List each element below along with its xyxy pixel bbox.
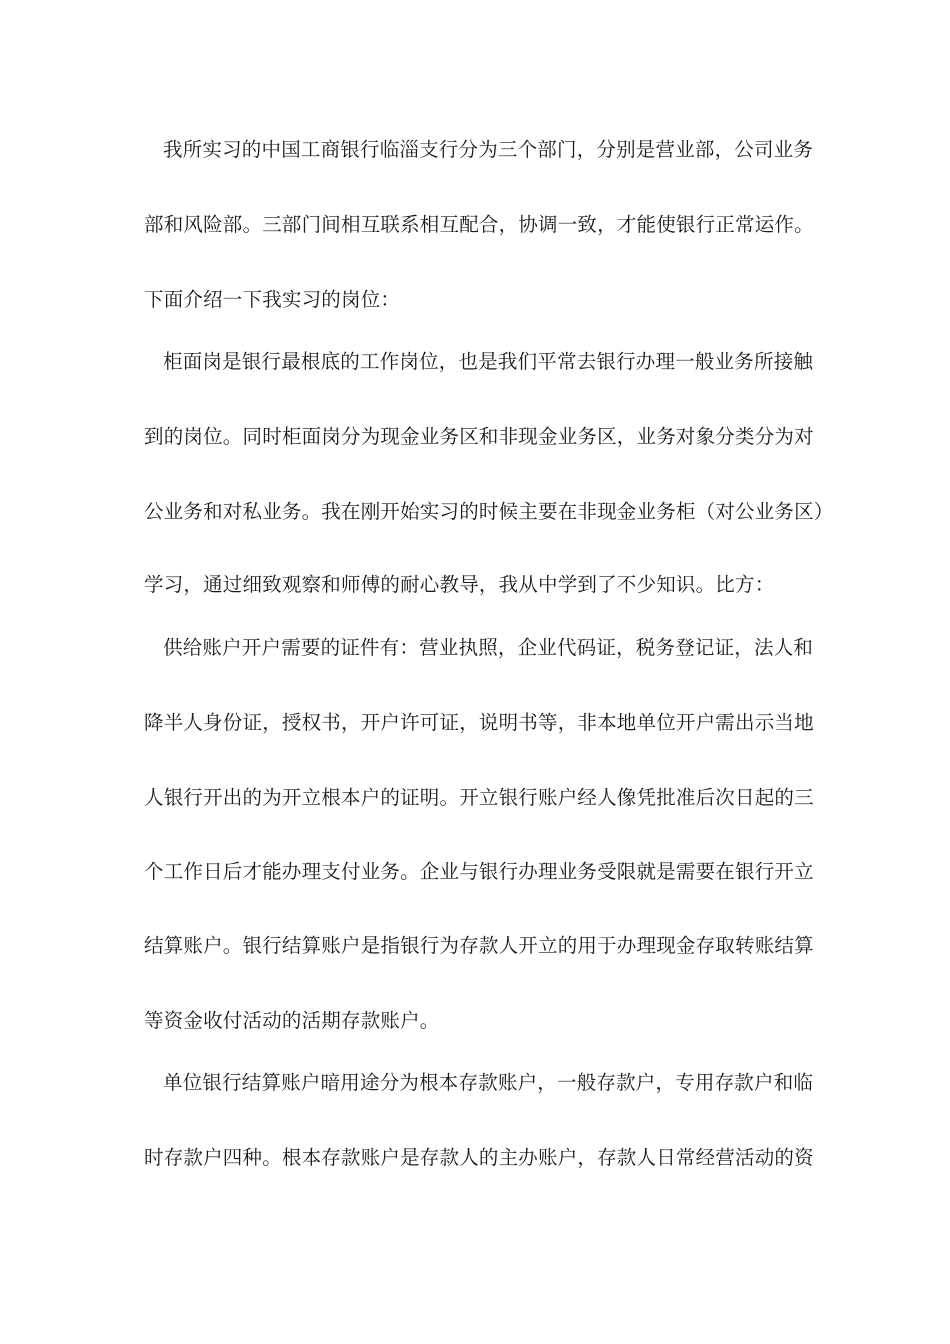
paragraph-3-line-4: 学习，通过细致观察和师傅的耐心教导，我从中学到了不少知识。比方：: [144, 573, 775, 596]
paragraph-1-line-1: 我所实习的中国工商银行临淄支行分为三个部门，分别是营业部，公司业务: [163, 138, 814, 161]
paragraph-3-line-2: 到的岗位。同时柜面岗分为现金业务区和非现金业务区，业务对象分类分为对: [144, 425, 814, 448]
paragraph-1-line-2: 部和风险部。三部门间相互联系相互配合，协调一致，才能使银行正常运作。: [144, 213, 814, 236]
paragraph-4-line-2: 降半人身份证，授权书，开户许可证，说明书等，非本地单位开户需出示当地: [144, 711, 814, 734]
paragraph-3-line-1: 柜面岗是银行最根底的工作岗位，也是我们平常去银行办理一般业务所接触: [163, 350, 814, 373]
paragraph-2-line-1: 下面介绍一下我实习的岗位：: [144, 288, 401, 311]
paragraph-4-line-6: 等资金收付活动的活期存款账户。: [144, 1009, 440, 1032]
paragraph-4-line-5: 结算账户。银行结算账户是指银行为存款人开立的用于办理现金存取转账结算: [144, 934, 814, 957]
paragraph-5-line-1: 单位银行结算账户暗用途分为根本存款账户，一般存款户，专用存款户和临: [163, 1071, 814, 1094]
paragraph-4-line-3: 人银行开出的为开立根本户的证明。开立银行账户经人像凭批准后次日起的三: [144, 786, 814, 809]
paragraph-3-line-3: 公业务和对私业务。我在刚开始实习的时候主要在非现金业务柜（对公业务区）: [144, 500, 834, 523]
paragraph-5-line-2: 时存款户四种。根本存款账户是存款人的主办账户，存款人日常经营活动的资: [144, 1146, 814, 1169]
paragraph-4-line-1: 供给账户开户需要的证件有：营业执照，企业代码证，税务登记证，法人和: [163, 636, 814, 659]
paragraph-4-line-4: 个工作日后才能办理支付业务。企业与银行办理业务受限就是需要在银行开立: [144, 860, 814, 883]
